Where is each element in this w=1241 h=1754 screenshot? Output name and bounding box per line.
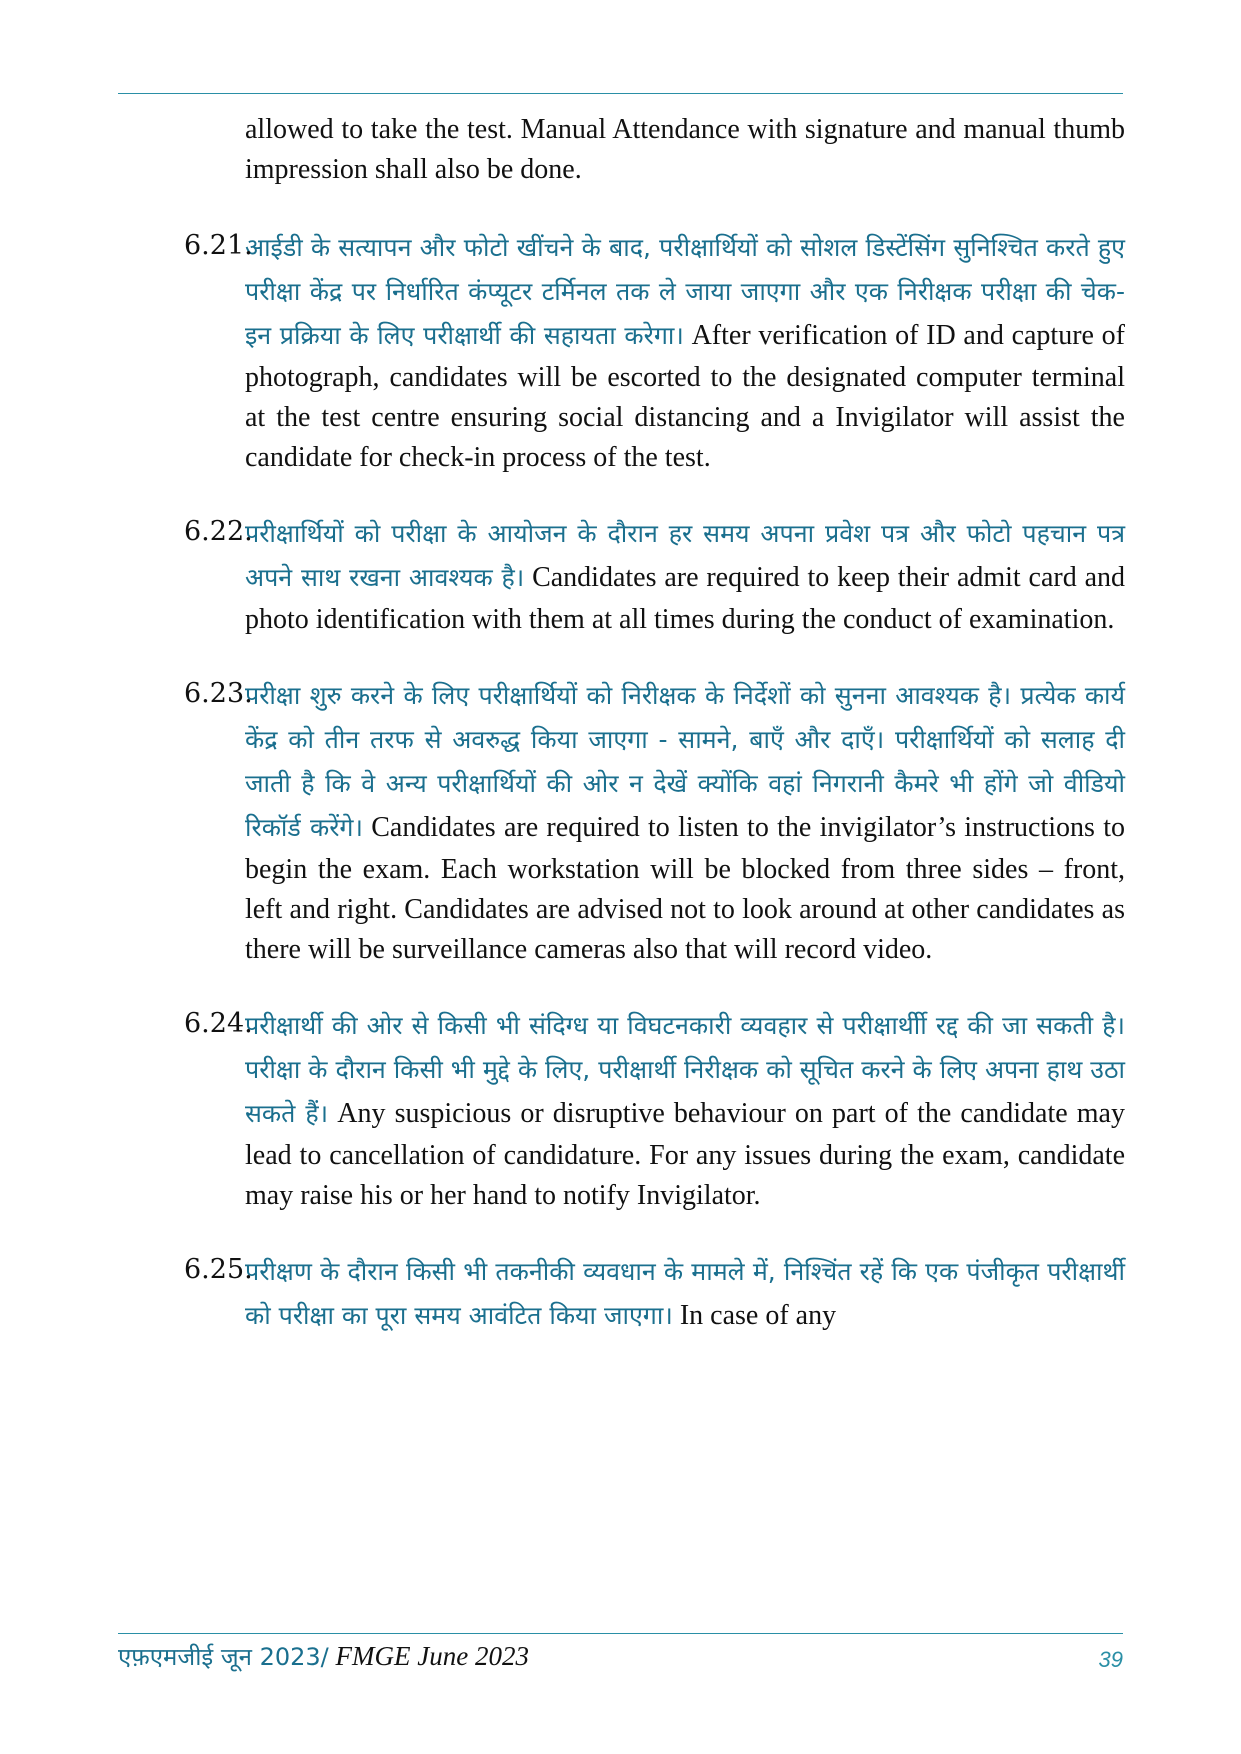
page-content <box>0 110 1241 1372</box>
paragraph-english-text: In case of any <box>672 1300 837 1331</box>
paragraph-6-25 <box>0 1250 1125 1338</box>
paragraph-number: 6.23. <box>184 678 253 709</box>
paragraph-6-24 <box>0 1004 1125 1216</box>
footer-title <box>118 1640 529 1673</box>
continuation-paragraph <box>0 110 1125 190</box>
paragraph-number: 6.25. <box>184 1254 253 1285</box>
page-number: 39 <box>1098 1647 1123 1672</box>
paragraph-english-text: Candidates are required to listen to the invigilator’s instructions to begin the exam. Each workstation will be blocked from three sides – front, left and right. Candidates are advised not to look around at other candidates as there will be surveillance cameras also that will record video. <box>245 812 1125 965</box>
paragraph-6-21 <box>0 226 1125 478</box>
paragraph-english-text: After verification of ID and capture of photograph, candidates will be escorted to the designated computer terminal at the test centre ensuring social distancing and a Invigilator will assist the candidate for check-in process of the test. <box>245 320 1125 473</box>
paragraph-6-22 <box>0 512 1125 640</box>
paragraph-number: 6.24. <box>184 1008 253 1039</box>
paragraph-english-text: Any suspicious or disruptive behaviour on part of the candidate may lead to cancellation of candidature. For any issues during the exam, candidate may raise his or her hand to notify Invigilator. <box>245 1098 1125 1211</box>
paragraph-hindi-text: परीक्षार्थियों को परीक्षा के आयोजन के दौरान हर समय अपना प्रवेश पत्र और फोटो पहचान पत्र अपने साथ रखना आवश्यक है। <box>245 519 1125 592</box>
paragraph-number: 6.22. <box>184 516 253 547</box>
paragraph-english-text: Candidates are required to keep their admit card and photo identification with them at all times during the conduct of examination. <box>245 562 1125 635</box>
footer-hindi-title: एफ़एमजीई जून 2023/ <box>118 1643 329 1671</box>
paragraph-hindi-text: परीक्षार्थी की ओर से किसी भी संदिग्ध या विघटनकारी व्यवहार से परीक्षार्थीी रद्द की जा सकती है। परीक्षा के दौरान किसी भी मुद्दे के लिए, परीक्षार्थी निरीक्षक को सूचित करने के लिए अपना हाथ उठा सकते हैं। <box>245 1011 1125 1128</box>
footer-english-title: FMGE June 2023 <box>328 1641 529 1671</box>
paragraph-6-23 <box>0 674 1125 970</box>
paragraph-number: 6.21. <box>184 230 253 261</box>
paragraph-hindi-text: आईडी के सत्यापन और फोटो खींचने के बाद, परीक्षार्थियों को सोशल डिस्टेंसिंग सुनिश्चित करते हुए परीक्षा केंद्र पर निर्धारित कंप्यूटर टर्मिनल तक ले जाया जाएगा और एक निरीक्षक परीक्षा की चेक-इन प्रक्रिया के लिए परीक्षार्थी की सहायता करेगा। <box>245 233 1125 350</box>
footer-rule <box>118 1633 1123 1634</box>
header-rule <box>118 93 1123 94</box>
paragraph-hindi-text: परीक्षण के दौरान किसी भी तकनीकी व्यवधान के मामले में, निश्चिंत रहें कि एक पंजीकृत परीक्षार्थी को परीक्षा का पूरा समय आवंटित किया जाएगा। <box>245 1257 1125 1330</box>
paragraph-hindi-text: परीक्षा शुरु करने के लिए परीक्षार्थियों को निरीक्षक के निर्देशों को सुनना आवश्यक है। प्रत्येक कार्य केंद्र को तीन तरफ से अवरुद्ध किया जाएगा - सामने, बाएँ और दाएँ। परीक्षार्थियों को सलाह दी जाती है कि वे अन्य परीक्षार्थियों की ओर न देखें क्योंकि वहां निगरानी कैमरे भी होंगे जो वीडियो रिकॉर्ड करेंगे। <box>245 681 1125 842</box>
continuation-text: allowed to take the test. Manual Attendance with signature and manual thumb impression shall also be done. <box>245 114 1125 185</box>
